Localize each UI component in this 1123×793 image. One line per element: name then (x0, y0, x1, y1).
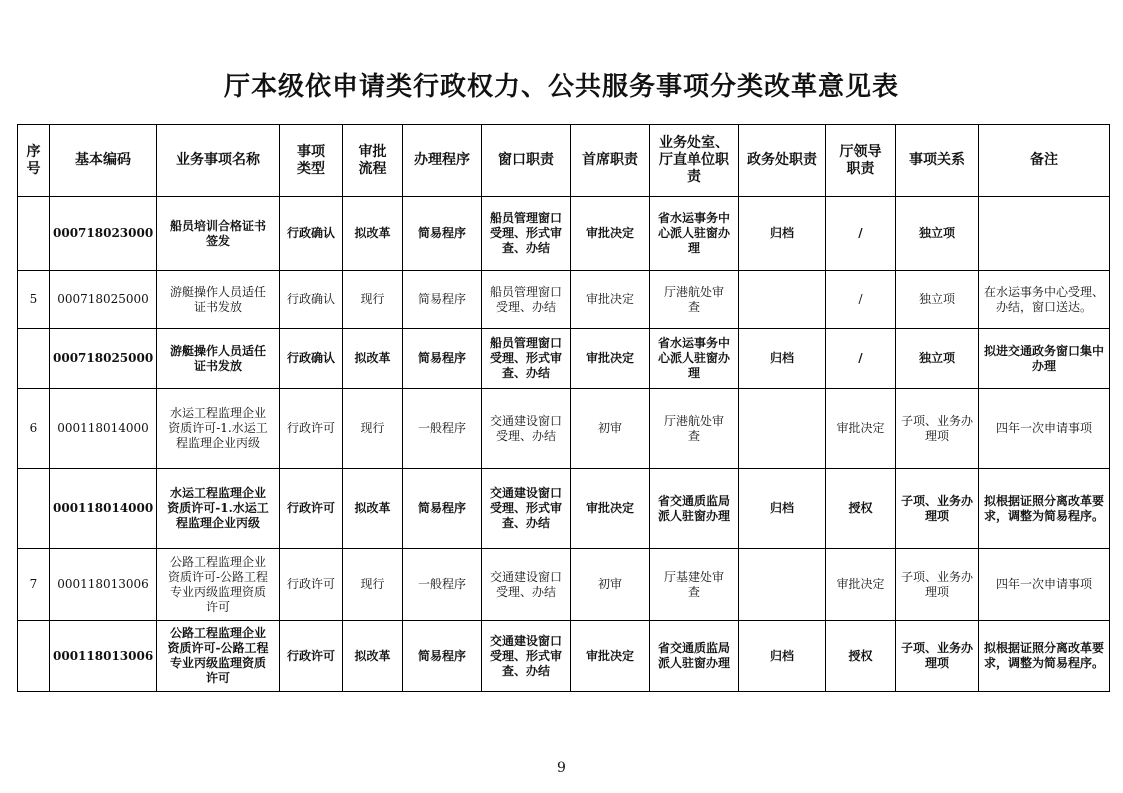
cell-seq (18, 197, 50, 271)
cell-name: 船员培训合格证书签发 (157, 197, 280, 271)
col-header-gov: 政务处职责 (739, 125, 826, 197)
cell-seq: 6 (18, 389, 50, 469)
cell-type: 行政许可 (280, 389, 343, 469)
cell-note: 四年一次申请事项 (979, 549, 1110, 621)
cell-chief: 审批决定 (571, 271, 650, 329)
col-header-code: 基本编码 (50, 125, 157, 197)
cell-gov: 归档 (739, 329, 826, 389)
table-row (18, 271, 1110, 329)
col-header-seq: 序号 (18, 125, 50, 197)
cell-relation: 子项、业务办理项 (896, 621, 979, 692)
cell-code: 000718025000 (50, 271, 157, 329)
cell-code: 000718023000 (50, 197, 157, 271)
cell-note: 在水运事务中心受理、办结，窗口送达。 (979, 271, 1110, 329)
cell-gov (739, 549, 826, 621)
cell-leader: / (826, 197, 896, 271)
cell-name: 水运工程监理企业资质许可-1.水运工程监理企业丙级 (157, 469, 280, 549)
cell-leader: 授权 (826, 469, 896, 549)
cell-flow: 拟改革 (343, 329, 403, 389)
cell-note: 拟根据证照分离改革要求，调整为简易程序。 (979, 469, 1110, 549)
cell-gov: 归档 (739, 197, 826, 271)
cell-flow: 拟改革 (343, 621, 403, 692)
cell-dept: 省水运事务中心派人驻窗办理 (650, 197, 739, 271)
cell-type: 行政确认 (280, 329, 343, 389)
cell-proc: 简易程序 (403, 329, 482, 389)
cell-type: 行政许可 (280, 621, 343, 692)
cell-window: 交通建设窗口受理、形式审查、办结 (482, 621, 571, 692)
cell-flow: 现行 (343, 549, 403, 621)
cell-flow: 现行 (343, 271, 403, 329)
col-header-window: 窗口职责 (482, 125, 571, 197)
col-header-proc: 办理程序 (403, 125, 482, 197)
col-header-name: 业务事项名称 (157, 125, 280, 197)
cell-leader: 授权 (826, 621, 896, 692)
cell-proc: 一般程序 (403, 549, 482, 621)
cell-flow: 拟改革 (343, 197, 403, 271)
cell-dept: 厅基建处审查 (650, 549, 739, 621)
cell-proc: 一般程序 (403, 389, 482, 469)
table-row (18, 329, 1110, 389)
reform-table (17, 124, 1110, 692)
cell-leader: / (826, 271, 896, 329)
cell-seq: 5 (18, 271, 50, 329)
col-header-note: 备注 (979, 125, 1110, 197)
col-header-chief: 首席职责 (571, 125, 650, 197)
col-header-leader: 厅领导职责 (826, 125, 896, 197)
cell-seq: 7 (18, 549, 50, 621)
cell-proc: 简易程序 (403, 621, 482, 692)
page-title: 厅本级依申请类行政权力、公共服务事项分类改革意见表 (223, 72, 899, 102)
cell-code: 000118013006 (50, 621, 157, 692)
col-header-type: 事项类型 (280, 125, 343, 197)
cell-relation: 子项、业务办理项 (896, 389, 979, 469)
cell-window: 船员管理窗口受理、办结 (482, 271, 571, 329)
cell-chief: 初审 (571, 549, 650, 621)
cell-name: 游艇操作人员适任证书发放 (157, 329, 280, 389)
col-header-dept: 业务处室、厅直单位职责 (650, 125, 739, 197)
cell-type: 行政许可 (280, 549, 343, 621)
cell-dept: 省水运事务中心派人驻窗办理 (650, 329, 739, 389)
cell-code: 000118014000 (50, 469, 157, 549)
cell-leader: 审批决定 (826, 549, 896, 621)
cell-code: 000718025000 (50, 329, 157, 389)
cell-proc: 简易程序 (403, 469, 482, 549)
cell-type: 行政确认 (280, 197, 343, 271)
cell-relation: 子项、业务办理项 (896, 469, 979, 549)
cell-relation: 独立项 (896, 329, 979, 389)
cell-relation: 子项、业务办理项 (896, 549, 979, 621)
cell-note: 四年一次申请事项 (979, 389, 1110, 469)
cell-chief: 审批决定 (571, 329, 650, 389)
cell-leader: / (826, 329, 896, 389)
cell-relation: 独立项 (896, 271, 979, 329)
table-row (18, 549, 1110, 621)
table-header-row (18, 125, 1110, 197)
cell-proc: 简易程序 (403, 197, 482, 271)
cell-note (979, 197, 1110, 271)
cell-window: 船员管理窗口受理、形式审查、办结 (482, 197, 571, 271)
cell-note: 拟进交通政务窗口集中办理 (979, 329, 1110, 389)
cell-code: 000118014000 (50, 389, 157, 469)
cell-note: 拟根据证照分离改革要求，调整为简易程序。 (979, 621, 1110, 692)
col-header-flow: 审批流程 (343, 125, 403, 197)
cell-seq (18, 469, 50, 549)
cell-dept: 厅港航处审查 (650, 389, 739, 469)
table-row (18, 469, 1110, 549)
cell-type: 行政许可 (280, 469, 343, 549)
cell-gov (739, 271, 826, 329)
cell-name: 水运工程监理企业资质许可-1.水运工程监理企业丙级 (157, 389, 280, 469)
cell-gov (739, 389, 826, 469)
cell-gov: 归档 (739, 621, 826, 692)
cell-seq (18, 621, 50, 692)
cell-type: 行政确认 (280, 271, 343, 329)
cell-code: 000118013006 (50, 549, 157, 621)
table-row (18, 197, 1110, 271)
cell-relation: 独立项 (896, 197, 979, 271)
cell-window: 船员管理窗口受理、形式审查、办结 (482, 329, 571, 389)
cell-window: 交通建设窗口受理、形式审查、办结 (482, 469, 571, 549)
cell-dept: 厅港航处审查 (650, 271, 739, 329)
cell-gov: 归档 (739, 469, 826, 549)
cell-name: 公路工程监理企业资质许可-公路工程专业丙级监理资质许可 (157, 549, 280, 621)
cell-proc: 简易程序 (403, 271, 482, 329)
col-header-relation: 事项关系 (896, 125, 979, 197)
cell-window: 交通建设窗口受理、办结 (482, 549, 571, 621)
cell-chief: 审批决定 (571, 469, 650, 549)
page-number: 9 (557, 760, 566, 776)
cell-dept: 省交通质监局派人驻窗办理 (650, 469, 739, 549)
cell-leader: 审批决定 (826, 389, 896, 469)
cell-name: 公路工程监理企业资质许可-公路工程专业丙级监理资质许可 (157, 621, 280, 692)
cell-dept: 省交通质监局派人驻窗办理 (650, 621, 739, 692)
cell-chief: 审批决定 (571, 621, 650, 692)
table-row (18, 621, 1110, 692)
table-row (18, 389, 1110, 469)
cell-chief: 审批决定 (571, 197, 650, 271)
cell-flow: 现行 (343, 389, 403, 469)
cell-seq (18, 329, 50, 389)
cell-chief: 初审 (571, 389, 650, 469)
cell-name: 游艇操作人员适任证书发放 (157, 271, 280, 329)
cell-window: 交通建设窗口受理、办结 (482, 389, 571, 469)
cell-flow: 拟改革 (343, 469, 403, 549)
